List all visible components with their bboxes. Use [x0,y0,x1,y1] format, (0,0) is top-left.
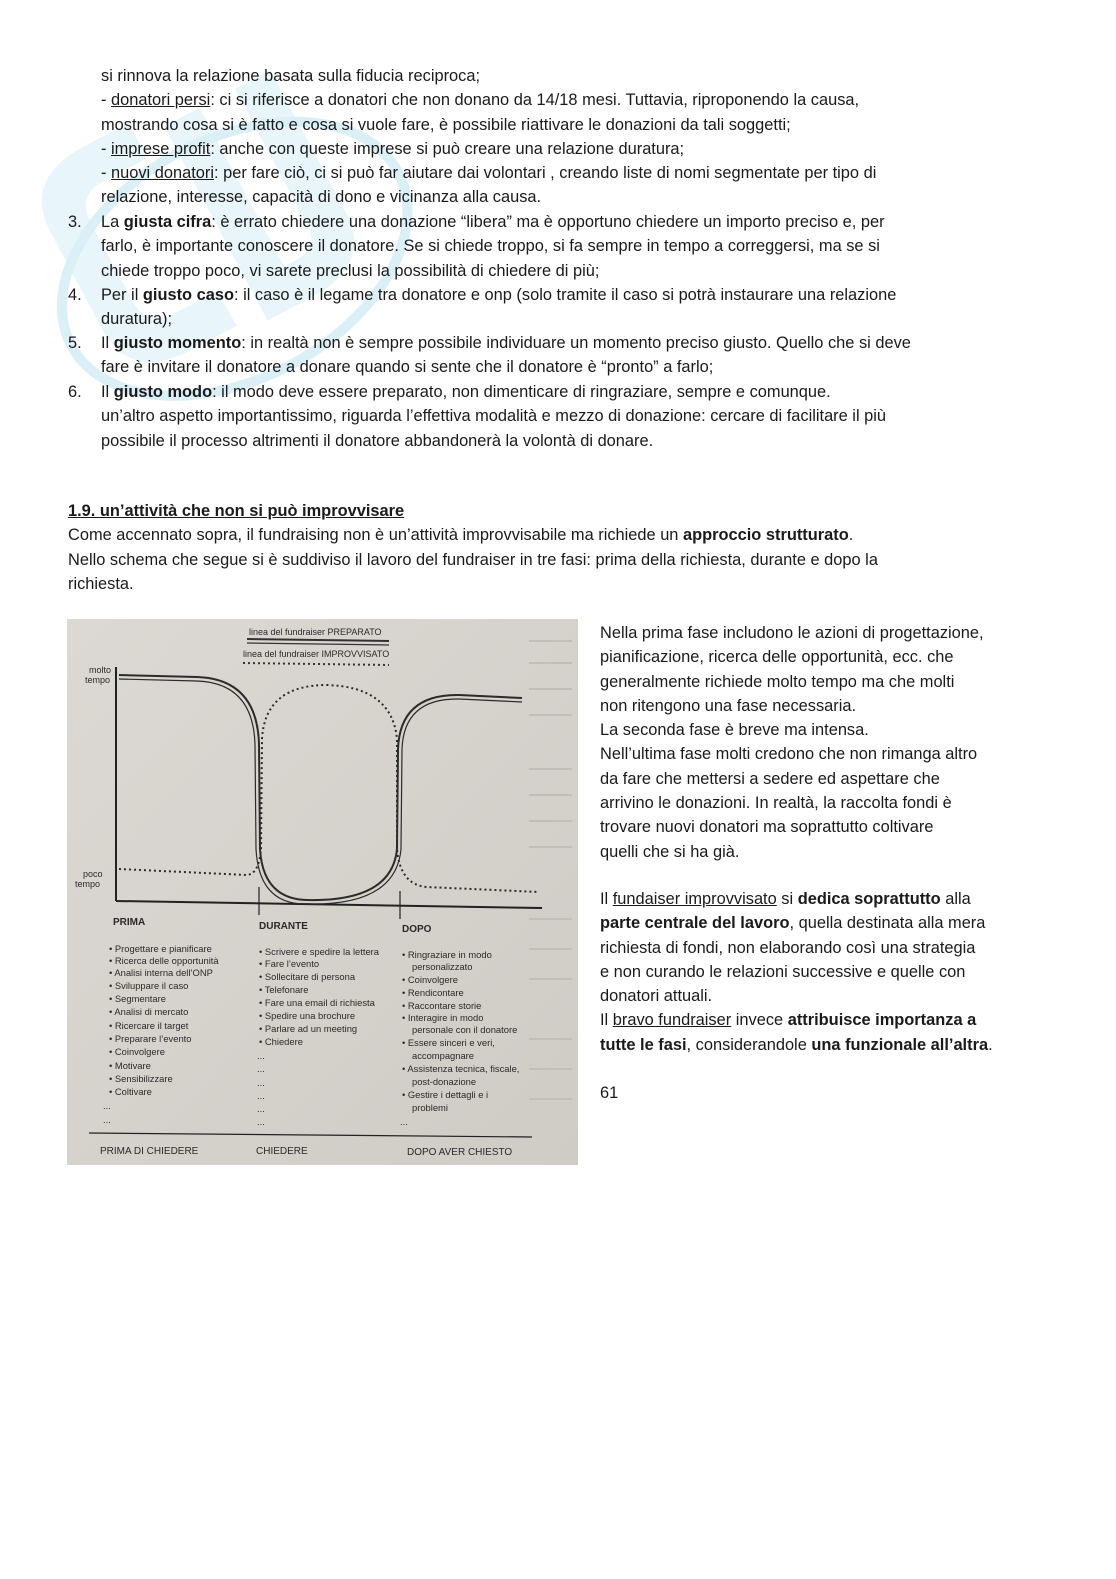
column-item: • Fare l’evento [259,958,320,969]
column-item: • Telefonare [259,984,309,995]
right-p2-line-2 [600,911,993,935]
list-prefix: Per il [101,286,143,304]
nuovi-donatori-term: nuovi donatori [111,164,214,183]
column-item: ... [257,1050,265,1061]
right-text-line: quelli che si ha già. [600,842,740,861]
column-item: • Rendicontare [402,987,464,998]
list-prefix: Il [101,334,114,352]
right-column-paragraph-2 [600,887,993,1057]
column-item: • Coinvolgere [402,974,458,985]
list-number: 5. [68,334,82,352]
column-title-prima: PRIMA [113,917,146,928]
column-item: personale con il donatore [412,1024,518,1035]
column-item: • Parlare ad un meeting [259,1023,358,1034]
right-text-line: pianificazione, ricerca delle opportunità, ecc. che [600,648,954,667]
column-title-durante: DURANTE [259,921,308,932]
right-bold: una funzionale all’altra [811,1035,989,1054]
right-underlined: fundaiser improvvisato [612,890,777,908]
y-bottom-label-1: poco [83,869,103,879]
right-p2-line-1 [600,887,993,911]
list-keyword: giusto momento [113,334,242,352]
list-prefix: La [101,213,124,231]
column-item: • Segmentare [109,993,166,1004]
list-keyword: giusta cifra [123,213,212,231]
right-column-paragraph-1 [600,621,984,864]
column-item: ... [257,1077,265,1088]
right-text-line: arrivino le donazioni. In realtà, la raccolta fondi è [600,794,952,813]
right-bold: parte centrale del lavoro [600,914,790,933]
right-p2-line-4: e non curando le relazioni successive e quelle con [600,962,966,981]
column-item: • Essere sinceri e veri, [402,1037,495,1048]
list-text: : in realtà non è sempre possibile individuare un momento preciso giusto. Quello che si deve [241,334,911,352]
right-bold: attribuisce importanza a [787,1011,977,1030]
right-p2-line-7 [600,1033,993,1057]
column-item: • Progettare e pianificare [109,943,212,954]
column-item: • Motivare [109,1060,151,1071]
nuovi-donatori-line2: relazione, interesse, capacità di dono e vicinanza alla causa. [101,188,542,207]
section-paragraph-2-cont: richiesta. [68,574,134,593]
dash: - [101,91,112,110]
right-p2-line-3: richiesta di fondi, non elaborando così una strategia [600,938,976,957]
right-text: , quella destinata alla mera [789,914,986,933]
column-item: • Assistenza tecnica, fiscale, [402,1063,520,1074]
section-text: . [848,526,854,545]
list-text: : il modo deve essere preparato, non dimenticare di ringraziare, sempre e comunque. [212,383,831,401]
column-item: • Ricerca delle opportunità [109,955,219,966]
column-item: • Sensibilizzare [109,1073,173,1084]
section-1-9 [68,499,878,596]
column-item: • Spedire una brochure [259,1010,356,1021]
right-p2-line-5: donatori attuali. [600,987,713,1006]
right-text: alla [940,890,971,908]
legend-improvised: linea del fundraiser IMPROVVISATO [243,649,390,659]
y-bottom-label-2: tempo [75,879,101,889]
section-heading: 1.9. un’attività che non si può improvvisare [68,502,405,520]
list-prefix: Il [101,383,114,401]
column-item: ... [103,1114,111,1125]
right-text: si [776,890,798,908]
right-text-line: da fare che mettersi a sedere ed aspettare che [600,769,940,788]
column-title-dopo: DOPO [402,924,432,935]
column-item: ... [257,1116,265,1127]
dash: - [101,164,112,183]
right-underlined: bravo fundraiser [612,1011,732,1030]
column-item: • Analisi di mercato [109,1006,189,1017]
list-number: 3. [68,213,82,231]
column-item: ... [257,1063,265,1074]
page-number: 61 [600,1084,619,1102]
section-bold: approccio strutturato [682,526,849,545]
footer-durante: CHIEDERE [256,1146,308,1157]
right-text-line: non ritengono una fase necessaria. [600,696,857,715]
list-text: : è errato chiedere una donazione “libera” ma è opportuno chiedere un importo preciso e, per [211,213,885,231]
right-text: Il [600,890,613,908]
column-item: ... [257,1103,265,1114]
column-item: • Sviluppare il caso [109,980,189,991]
legend-prepared: linea del fundraiser PREPARATO [249,627,382,637]
list-text: : il caso è il legame tra donatore e onp (solo tramite il caso si potrà instaurare una relazione [233,286,897,304]
list-text-line: duratura); [101,310,173,329]
nuovi-donatori-line [101,161,876,185]
y-top-label-1: molto [89,665,112,675]
column-item: ... [400,1116,408,1127]
list-number: 6. [68,383,82,401]
column-item: • Scrivere e spedire la lettera [259,946,380,957]
right-text-line: generalmente richiede molto tempo ma che molti [600,672,955,691]
intro-block [101,64,876,210]
column-item: • Interagire in modo [402,1012,484,1023]
list-text-line: fare è invitare il donatore a donare quando si sente che il donatore è “pronto” a farlo; [101,358,714,377]
list-text-line: farlo, è importante conoscere il donatore. Se si chiede troppo, si fa sempre in tempo a correggersi, ma se si [101,237,880,256]
list-keyword: giusto caso [142,286,234,304]
column-item: • Fare una email di richiesta [259,997,375,1008]
fundraiser-phases-figure [67,619,578,1165]
right-text-line: La seconda fase è breve ma intensa. [600,721,869,740]
y-top-label-2: tempo [85,675,111,685]
column-item: • Gestire i dettagli e i [402,1089,489,1100]
column-item: • Coltivare [109,1086,152,1097]
right-text: Il [600,1011,613,1030]
list-number: 4. [68,286,82,304]
section-paragraph-1 [68,523,878,547]
right-text-line: Nella prima fase includono le azioni di progettazione, [600,624,984,642]
column-item: • Raccontare storie [402,1000,482,1011]
list-keyword: giusto modo [113,383,213,401]
column-item: • Analisi interna dell’ONP [109,967,213,978]
column-item: • Preparare l’evento [109,1033,192,1044]
list-text-line: chiede troppo poco, vi sarete preclusi la possibilità di chiedere di più; [101,261,600,280]
section-text: Come accennato sopra, il fundraising non è un’attività improvvisabile ma richiede un [68,526,683,545]
nuovi-donatori-text: : per fare ciò, ci si può far aiutare dai volontari , creando liste di nomi segmentate per tipo di [214,164,877,183]
dash: - [101,139,112,158]
column-item: • Ricercare il target [109,1020,189,1031]
column-item: • Coinvolgere [109,1046,165,1057]
section-paragraph-2: Nello schema che segue si è suddiviso il lavoro del fundraiser in tre fasi: prima della richiesta, durante e dopo la [68,550,878,569]
column-item: ... [257,1090,265,1101]
donatori-persi-line2: mostrando cosa si è fatto e cosa si vuole fare, è possibile riattivare le donazioni da tali soggetti; [101,115,791,134]
figure-drawing [67,619,578,1165]
column-item: ... [103,1100,111,1111]
right-text: . [988,1035,993,1054]
imprese-profit-line [101,137,876,161]
right-text: invece [731,1011,788,1030]
right-p2-line-6 [600,1008,993,1032]
column-item: accompagnare [412,1050,475,1061]
column-item: • Chiedere [259,1036,303,1047]
footer-dopo: DOPO AVER CHIESTO [407,1147,513,1158]
donatori-persi-term: donatori persi [111,91,211,110]
column-item: personalizzato [412,961,473,972]
column-item: problemi [412,1102,448,1113]
list-text-line: possibile il processo altrimenti il donatore abbandonerà la volontà di donare. [101,431,654,450]
right-text-line: Nell’ultima fase molti credono che non rimanga altro [600,745,978,764]
intro-line: si rinnova la relazione basata sulla fiducia reciproca; [101,67,481,85]
column-item: post-donazione [412,1076,477,1087]
donatori-persi-text: : ci si riferisce a donatori che non donano da 14/18 mesi. Tuttavia, riproponendo la causa, [210,91,860,110]
list-text-line: un’altro aspetto importantissimo, riguarda l’effettiva modalità e mezzo di donazione: cercare di facilitare il più [101,407,887,426]
column-item: • Ringraziare in modo [402,949,492,960]
right-bold: tutte le fasi [600,1035,687,1054]
footer-prima: PRIMA DI CHIEDERE [100,1146,199,1157]
right-text: , considerandole [686,1035,812,1054]
right-bold: dedica soprattutto [797,890,941,908]
right-text-line: trovare nuovi donatori ma soprattutto coltivare [600,818,934,837]
imprese-profit-text: : anche con queste imprese si può creare una relazione duratura; [210,139,685,158]
imprese-profit-term: imprese profit [111,139,211,158]
donatori-persi-line [101,88,876,112]
column-item: • Sollecitare di persona [259,971,356,982]
